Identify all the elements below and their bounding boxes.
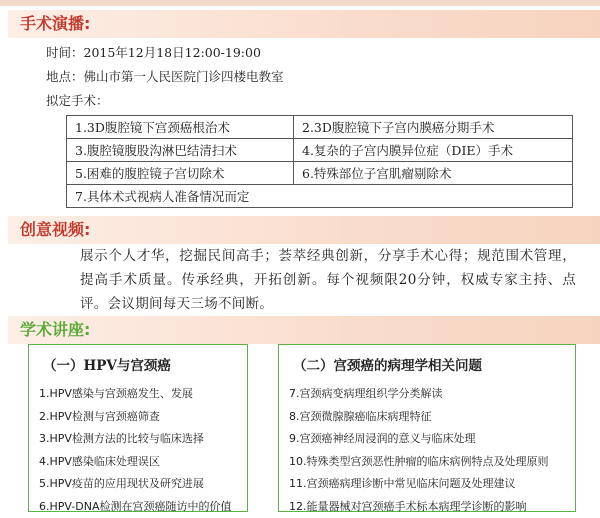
surgery-cell: 2.3D腹腔镜下子宫内膜癌分期手术 — [294, 116, 573, 139]
list-item: 6.HPV-DNA检测在宫颈癌随访中的价值 — [39, 496, 231, 518]
surgery-cell: 1.3D腹腔镜下宫颈癌根治术 — [67, 116, 294, 139]
surgery-table — [66, 115, 573, 208]
surgery-broadcast-header — [8, 10, 600, 38]
table-row — [67, 185, 573, 208]
top-divider — [0, 0, 600, 6]
surgery-broadcast-title: 手术演播: — [20, 13, 90, 35]
surgery-cell: 6.特殊部位子宫肌瘤剔除术 — [294, 162, 573, 185]
list-item: 10.特殊类型宫颈恶性肿瘤的临床病例特点及处理原则 — [289, 451, 549, 474]
surgery-cell: 5.困难的腹腔镜子宫切除术 — [67, 162, 294, 185]
table-row — [67, 162, 573, 185]
hpv-box-title: （一）HPV与宫颈癌 — [43, 357, 171, 375]
table-row — [67, 139, 573, 162]
pathology-box-title: （二）宫颈癌的病理学相关问题 — [293, 357, 482, 375]
planned-surgeries-label: 拟定手术： — [46, 92, 109, 110]
academic-lectures-header — [8, 316, 600, 344]
surgery-cell: 3.腹腔镜腹股沟淋巴结清扫术 — [67, 139, 294, 162]
list-item: 7.宫颈病变病理组织学分类解读 — [289, 383, 549, 406]
list-item: 2.HPV检测与宫颈癌筛查 — [39, 406, 231, 429]
table-row — [67, 116, 573, 139]
event-time: 时间：2015年12月18日12:00-19:00 — [46, 44, 261, 62]
list-item: 8.宫颈微腺腺癌临床病理特征 — [289, 406, 549, 429]
list-item: 4.HPV感染临床处理误区 — [39, 451, 231, 474]
pathology-lecture-list — [289, 383, 549, 518]
list-item: 11.宫颈癌病理诊断中常见临床问题及处理建议 — [289, 473, 549, 496]
academic-lectures-title: 学术讲座: — [20, 319, 90, 341]
creative-video-title: 创意视频: — [20, 219, 90, 241]
surgery-cell: 4.复杂的子宫内膜异位症（DIE）手术 — [294, 139, 573, 162]
hpv-lecture-box — [28, 344, 248, 512]
hpv-lecture-list — [39, 383, 231, 518]
list-item: 3.HPV检测方法的比较与临床选择 — [39, 428, 231, 451]
list-item: 5.HPV疫苗的应用现状及研究进展 — [39, 473, 231, 496]
list-item: 1.HPV感染与宫颈癌发生、发展 — [39, 383, 231, 406]
list-item: 9.宫颈癌神经周浸润的意义与临床处理 — [289, 428, 549, 451]
event-location: 地点：佛山市第一人民医院门诊四楼电教室 — [46, 68, 284, 86]
creative-video-header — [8, 216, 600, 244]
surgery-cell: 7.具体术式视病人准备情况而定 — [67, 185, 573, 208]
list-item: 12.能量器械对宫颈癌手术标本病理学诊断的影响 — [289, 496, 549, 518]
creative-video-description: 展示个人才华，挖掘民间高手；荟萃经典创新，分享手术心得；规范围术管理，提高手术质量。传承经典，开拓创新。每个视频限20分钟，权威专家主持、点评。会议期间每天三场不间断。 — [80, 244, 576, 316]
pathology-lecture-box — [278, 344, 576, 512]
